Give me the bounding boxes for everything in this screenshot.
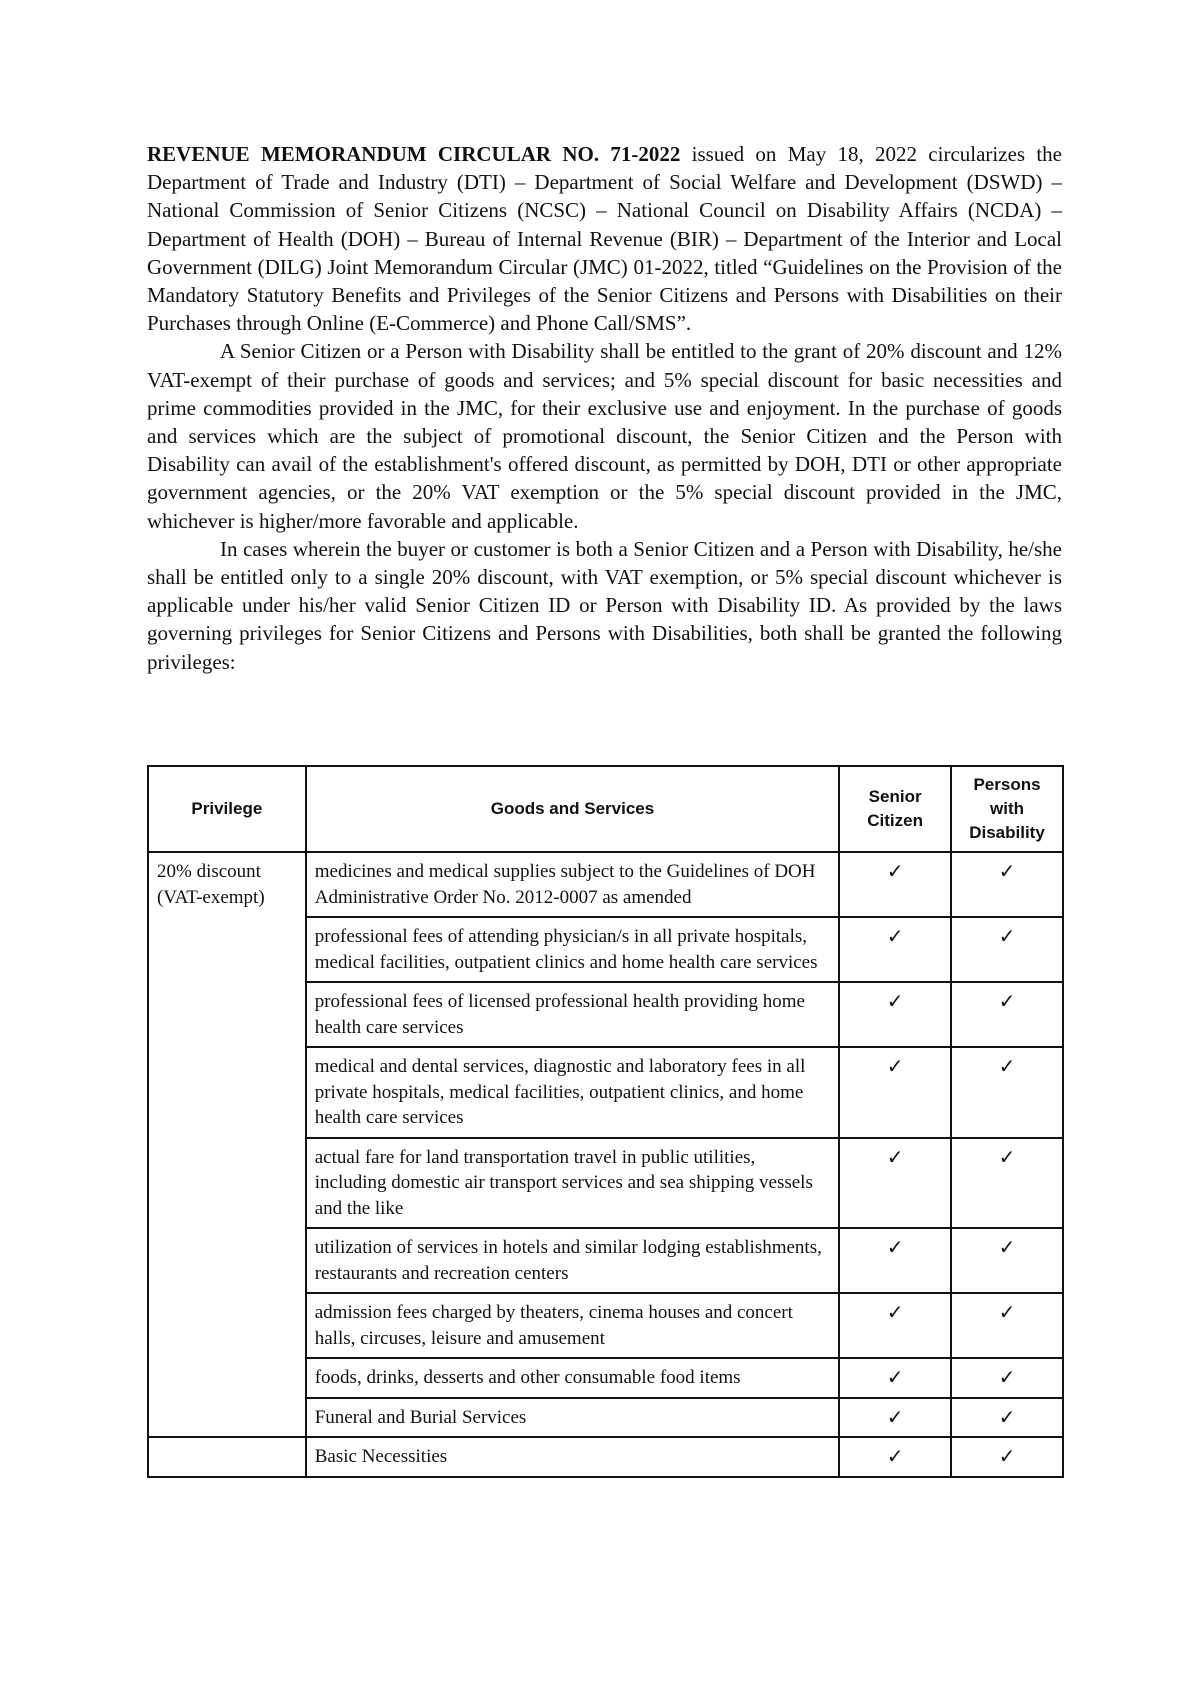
dual-status-paragraph: In cases wherein the buyer or customer is both a Senior Citizen and a Person with Disability, he/she shall be entitled only to a single 20% discount, with VAT exemption, or 5% special discount whichever is applicable under his/her valid Senior Citizen ID or Person with Disability ID. As provided by the laws governing privileges for Senior Citizens and Persons with Disabilities, both shall be granted the following privileges:: [147, 536, 1062, 674]
senior-check-icon: ✓: [839, 1138, 951, 1229]
senior-check-icon: ✓: [839, 982, 951, 1047]
pwd-check-icon: ✓: [951, 982, 1063, 1047]
pwd-check-icon: ✓: [951, 1358, 1063, 1398]
table-row: [148, 852, 1063, 917]
header-privilege: Privilege: [148, 766, 306, 852]
pwd-check-icon: ✓: [951, 1293, 1063, 1358]
pwd-check-icon: ✓: [951, 1047, 1063, 1138]
header-persons-with-disability: Persons with Disability: [951, 766, 1063, 852]
table-header-row: [148, 766, 1063, 852]
discount-paragraph: A Senior Citizen or a Person with Disability shall be entitled to the grant of 20% discount and 12% VAT-exempt of their purchase of goods and services; and 5% special discount for basic necessities and prime commodities provided in the JMC, for their exclusive use and enjoyment. In the purchase of goods and services which are the subject of promotional discount, the Senior Citizen and the Person with Disability can avail of the establishment's offered discount, as permitted by DOH, DTI or other appropriate government agencies, or the 20% VAT exemption or the 5% special discount provided in the JMC, whichever is higher/more favorable and applicable.: [147, 339, 1062, 533]
intro-text: issued on May 18, 2022 circularizes the Department of Trade and Industry (DTI) – Department of Social Welfare and Development (DSWD) – National Commission of Senior Citizens (NCSC) – National Council on Disability Affairs (NCDA) – Department of Health (DOH) – Bureau of Internal Revenue (BIR) – Department of the Interior and Local Government (DILG) Joint Memorandum Circular (JMC) 01-2022, titled “Guidelines on the Provision of the Mandatory Statutory Benefits and Privileges of the Senior Citizens and Persons with Disabilities on their Purchases through Online (E-Commerce) and Phone Call/SMS”.: [147, 142, 1062, 336]
senior-check-icon: ✓: [839, 1047, 951, 1138]
privilege-empty-cell: [148, 1437, 306, 1477]
senior-check-icon: ✓: [839, 917, 951, 982]
goods-cell: medical and dental services, diagnostic and laboratory fees in all private hospitals, medical facilities, outpatient clinics, and home health care services: [306, 1047, 839, 1138]
table-row: [148, 1437, 1063, 1477]
senior-check-icon: ✓: [839, 852, 951, 917]
goods-cell: medicines and medical supplies subject to the Guidelines of DOH Administrative Order No. 2012-0007 as amended: [306, 852, 839, 917]
senior-check-icon: ✓: [839, 1437, 951, 1477]
intro-paragraph: [147, 140, 1062, 337]
pwd-check-icon: ✓: [951, 917, 1063, 982]
senior-check-icon: ✓: [839, 1398, 951, 1438]
goods-cell: professional fees of attending physician/s in all private hospitals, medical facilities, outpatient clinics and home health care services: [306, 917, 839, 982]
circular-title: REVENUE MEMORANDUM CIRCULAR NO. 71-2022: [147, 142, 681, 166]
senior-check-icon: ✓: [839, 1228, 951, 1293]
goods-cell: Basic Necessities: [306, 1437, 839, 1477]
header-goods-services: Goods and Services: [306, 766, 839, 852]
senior-check-icon: ✓: [839, 1358, 951, 1398]
goods-cell: utilization of services in hotels and similar lodging establishments, restaurants and recreation centers: [306, 1228, 839, 1293]
goods-cell: admission fees charged by theaters, cinema houses and concert halls, circuses, leisure and amusement: [306, 1293, 839, 1358]
pwd-check-icon: ✓: [951, 1398, 1063, 1438]
pwd-check-icon: ✓: [951, 852, 1063, 917]
senior-check-icon: ✓: [839, 1293, 951, 1358]
pwd-check-icon: ✓: [951, 1437, 1063, 1477]
pwd-check-icon: ✓: [951, 1228, 1063, 1293]
goods-cell: foods, drinks, desserts and other consumable food items: [306, 1358, 839, 1398]
goods-cell: Funeral and Burial Services: [306, 1398, 839, 1438]
privilege-20-discount: 20% discount (VAT-exempt): [148, 852, 306, 1437]
document-body: [147, 140, 1062, 676]
pwd-check-icon: ✓: [951, 1138, 1063, 1229]
header-senior-citizen: Senior Citizen: [839, 766, 951, 852]
privileges-table: [147, 765, 1064, 1478]
goods-cell: professional fees of licensed professional health providing home health care services: [306, 982, 839, 1047]
goods-cell: actual fare for land transportation travel in public utilities, including domestic air transport services and sea shipping vessels and the like: [306, 1138, 839, 1229]
